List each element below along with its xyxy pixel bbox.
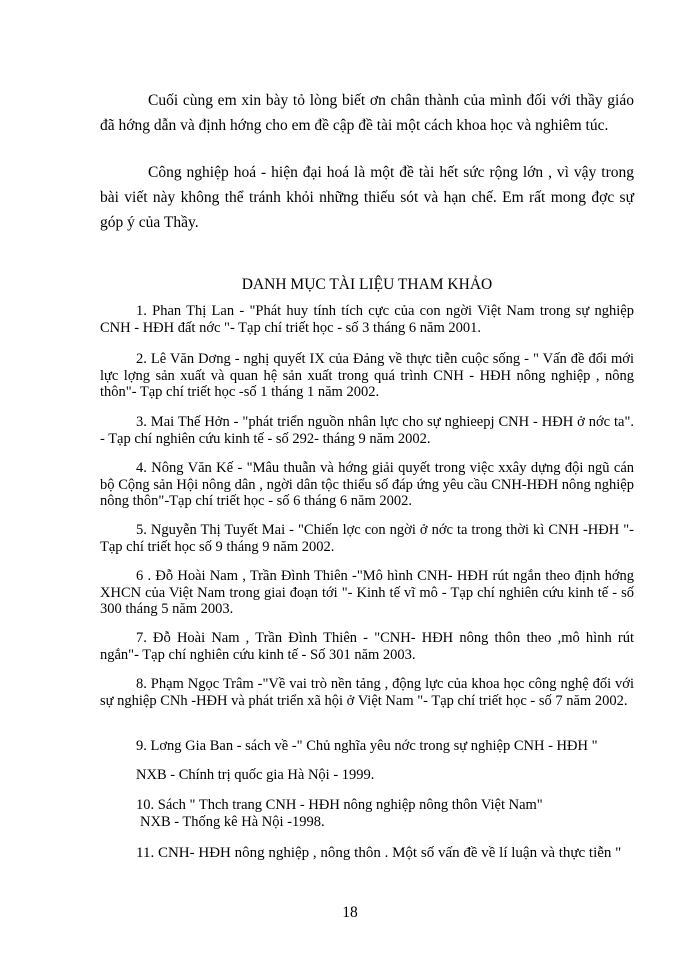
reference-item-11: 11. CNH- HĐH nông nghiệp , nông thôn . Một số vấn đề về lí luận và thực tiễn " <box>136 845 622 861</box>
reference-item-10: 10. Sách " Thch trang CNH - HĐH nông nghiệp nông thôn Việt Nam" <box>136 797 543 813</box>
reference-item-4: 4. Nông Văn Kế - "Mâu thuẫn và hớng giải quyết trong việc xxây dựng đội ngũ cán bộ Cộng sản Hội nông dân , ngời dân tộc thiểu số đáp ứng yêu cầu CNH-HĐH nông nghiệp nông thôn"-Tạp chí triết học - số 6 tháng 6 năm 2002. <box>100 460 634 509</box>
reference-item-9: 9. Lơng Gia Ban - sách về -" Chủ nghĩa yêu nớc trong sự nghiệp CNH - HĐH " <box>136 738 598 754</box>
page-number: 18 <box>342 904 358 921</box>
limitation-paragraph: Công nghiệp hoá - hiện đại hoá là một đề tài hết sức rộng lớn , vì vậy trong bài viết này không thể tránh khỏi những thiếu sót và hạn chế. Em rất mong đợc sự góp ý của Thầy. <box>100 164 634 231</box>
reference-item-8: 8. Phạm Ngọc Trâm -"Về vai trò nền tảng , động lực của khoa học công nghệ đối với sự nghiệp CNh -HĐH và phát triển xã hội ở Việt Nam "- Tạp chí triết học - số 7 năm 2002. <box>100 676 634 709</box>
reference-item-6: 6 . Đỗ Hoài Nam , Trần Đình Thiên -"Mô hình CNH- HĐH rút ngắn theo định hớng XHCN của Việt Nam trong giai đoạn tới "- Kinh tế vĩ mô - Tạp chí nghiên cứu kinh tế - số 300 tháng 5 năm 2003. <box>100 568 634 617</box>
reference-item-1: 1. Phan Thị Lan - "Phát huy tính tích cực của con ngời Việt Nam trong sự nghiệp CNH - HĐH đất nớc "- Tạp chí triết học - số 3 tháng 6 năm 2001. <box>100 303 634 336</box>
reference-item-7: 7. Đỗ Hoài Nam , Trần Đình Thiên - "CNH- HĐH nông thôn theo ,mô hình rút ngắn"- Tạp chí nghiên cứu kinh tế - Số 301 năm 2003. <box>100 630 634 663</box>
references-heading: DANH MỤC TÀI LIỆU THAM KHẢO <box>241 276 493 293</box>
reference-item-10-publisher: NXB - Thống kê Hà Nội -1998. <box>140 814 325 830</box>
closing-paragraph: Cuối cùng em xin bày tỏ lòng biết ơn chân thành của mình đối với thầy giáo đã hớng dẫn và định hớng cho em đề cập đề tài một cách khoa học và nghiêm túc. <box>100 92 634 134</box>
reference-item-2: 2. Lê Văn Dơng - nghị quyết IX của Đảng về thực tiễn cuộc sống - " Vấn đề đổi mới lực lợng sản xuất và quan hệ sản xuất trong quá trình CNH - HĐH nông nghiệp , nông thôn"- Tạp chí triết học -số 1 tháng 1 năm 2002. <box>100 351 634 400</box>
reference-item-5: 5. Nguyễn Thị Tuyết Mai - "Chiến lợc con ngời ở nớc ta trong thời kì CNH -HĐH "- Tạp chí triết học số 9 tháng 9 năm 2002. <box>100 522 634 555</box>
reference-item-9-publisher: NXB - Chính trị quốc gia Hà Nội - 1999. <box>136 767 375 783</box>
reference-item-3: 3. Mai Thế Hởn - "phát triển nguồn nhân lực cho sự nghieepj CNH - HĐH ở nớc ta". - Tạp chí nghiên cứu kinh tế - số 292- tháng 9 năm 2002. <box>100 414 634 447</box>
